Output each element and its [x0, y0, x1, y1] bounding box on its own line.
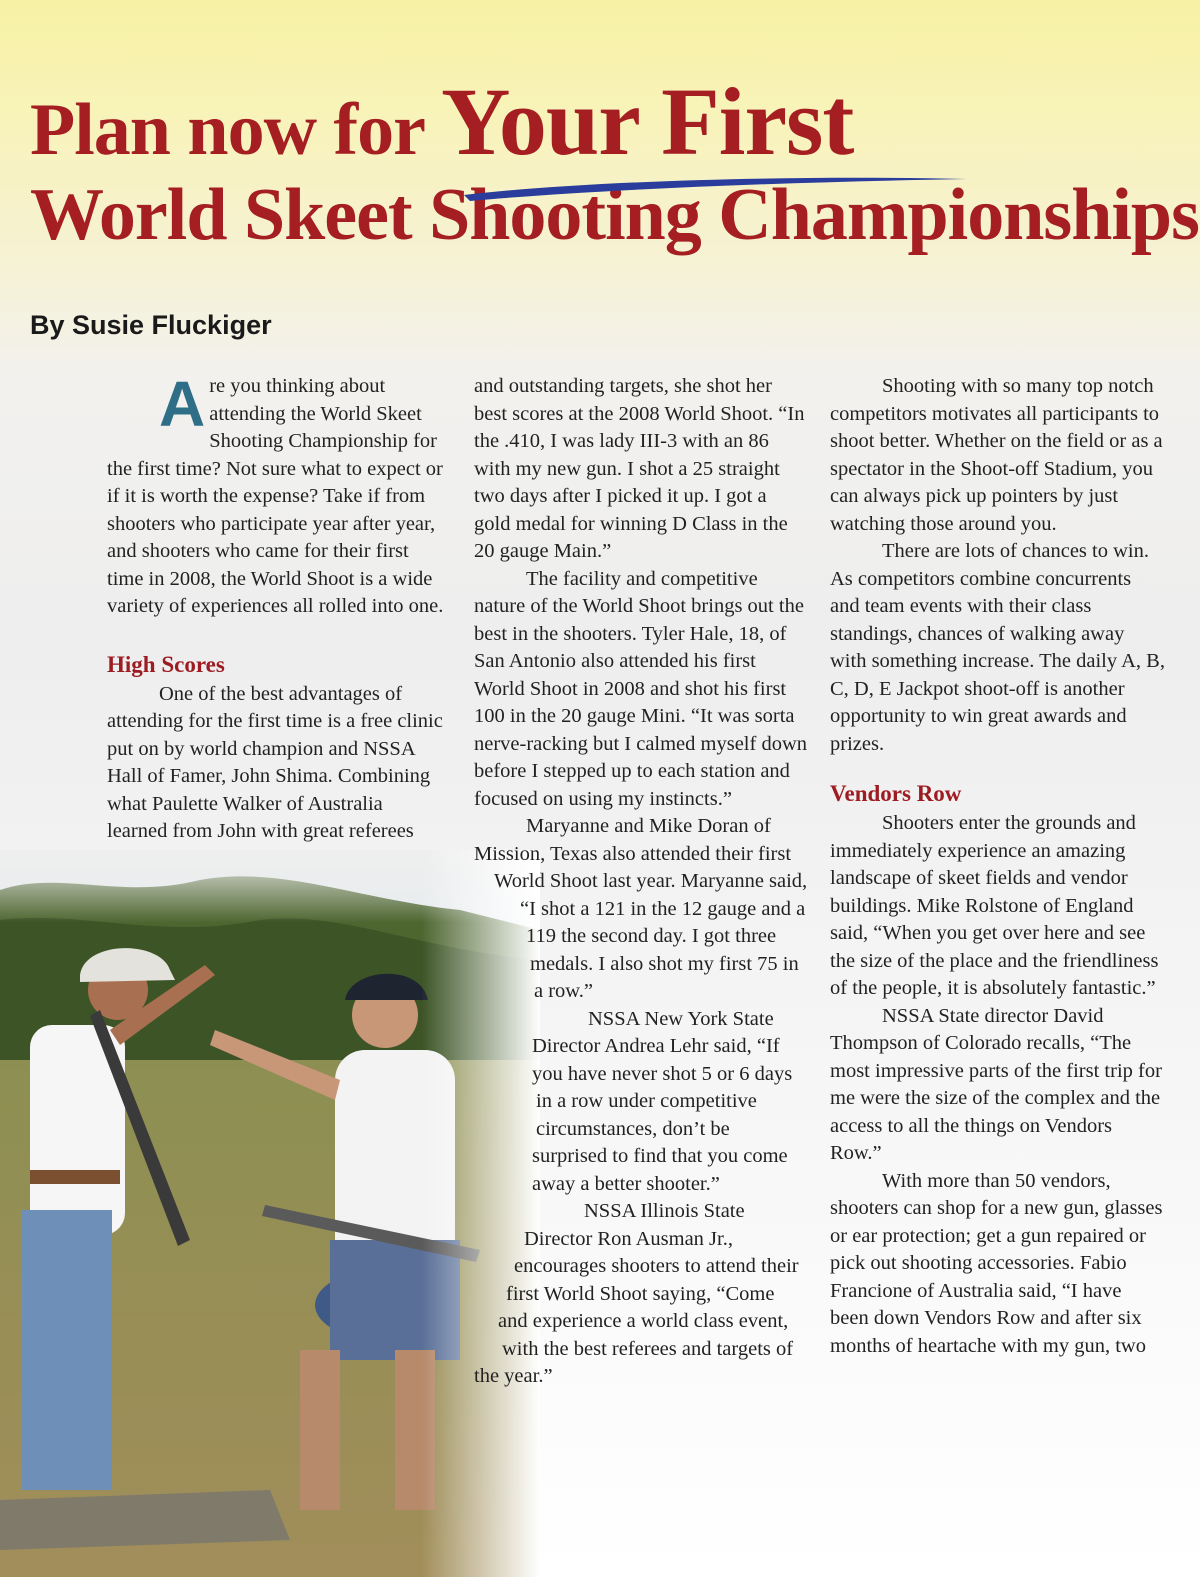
intro-text: re you thinking about attending the World Skeet Shooting Championship for the first time? Not sure what to expect or if it is worth the expense? Take if from shooters who participate year after year, and shooters who came for their first time in 2008, the World Shoot is a wide variety of experiences all rolled into one. [107, 375, 444, 617]
paragraph-doran: Maryanne and Mike Doran of Mission, Texas also attended their first World Shoot last year. Maryanne said, “I shot a 121 in the 12 gauge and a 119 the second day. I got three medals. I also shot my first 75 in a row.” [474, 815, 808, 1002]
title-line-1 [30, 68, 1199, 175]
paragraph-vendors-landscape: Shooters enter the grounds and immediately experience an amazing landscape of skeet fields and vendor buildings. Mike Rolstone of England said, “When you get over here and see the size of the place and the friendliness of the people, it is absolutely fantastic.” [830, 812, 1159, 999]
paragraph-chances: There are lots of chances to win. As competitors combine concurrents and team events with their class standings, chances of walking away with something increase. The daily A, B, C, D, E Jackpot shoot-off is another opportunity to win great awards and prizes. [830, 540, 1165, 755]
article-title [30, 68, 1199, 256]
column-3 [830, 373, 1165, 1360]
paragraph-top-competitors: Shooting with so many top notch competitors motivates all participants to shoot better. Whether on the field or as a spectator in the Shoot-off Stadium, you can always pick up pointers by just watching those around you. [830, 375, 1163, 535]
paragraph-vendors-shopping: With more than 50 vendors, shooters can shop for a new gun, glasses or ear protection; get a gun repaired or pick out shooting accessories. Fabio Francione of Australia said, “I have been down Vendors Row and after six months of heartache with my gun, two [830, 1169, 1163, 1357]
paragraph-ausman: NSSA Illinois State Director Ron Ausman Jr., encourages shooters to attend their first World Shoot saying, “Come and experience a world class event, with the best referees and targets of the year.” [474, 1200, 799, 1387]
byline: By Susie Fluckiger [30, 310, 272, 340]
column-1 [107, 368, 447, 846]
paragraph-lehr: NSSA New York State Director Andrea Lehr said, “If you have never shot 5 or 6 days in a row under competitive circumstances, don’t be surprised to find that you come away a better shooter.” [532, 1007, 793, 1195]
paragraph-facility: The facility and competitive nature of the World Shoot brings out the best in the shooters. Tyler Hale, 18, of San Antonio also attended his first World Shoot in 2008 and shot his first 100 in the 20 gauge Mini. “It was sorta nerve-racking but I calmed myself down before I stepped up to each station and focused on using my instincts.” [474, 567, 808, 810]
paragraph-thompson: NSSA State director David Thompson of Colorado recalls, “The most impressive parts of the first trip for me were the size of the complex and the access to all the things on Vendors Row.” [830, 1004, 1162, 1164]
blue-swoosh-underline [462, 173, 972, 203]
shooters-photo [0, 850, 540, 1577]
column-2 [474, 373, 808, 1391]
title-line-2: World Skeet Shooting Championships [30, 174, 1199, 256]
paragraph-clinic-continued: and outstanding targets, she shot her best scores at the 2008 World Shoot. “In the .410, I was lady III-3 with an 86 with my new gun. I shot a 25 straight two days after I picked it up. I got a gold medal for winning D Class in the 20 gauge Main.” [474, 375, 805, 562]
paragraph-clinic: One of the best advantages of attending for the first time is a free clinic put on by world champion and NSSA Hall of Famer, John Shima. Combining what Paulette Walker of Australia learned from John with great referees [107, 682, 443, 842]
subhead-vendors-row: Vendors Row [830, 781, 962, 806]
intro-paragraph [107, 368, 447, 621]
subhead-high-scores: High Scores [107, 651, 225, 677]
drop-cap: A [159, 368, 206, 440]
title-part-plan-now: Plan now for [30, 89, 424, 171]
title-part-your-first: Your First [441, 68, 854, 175]
